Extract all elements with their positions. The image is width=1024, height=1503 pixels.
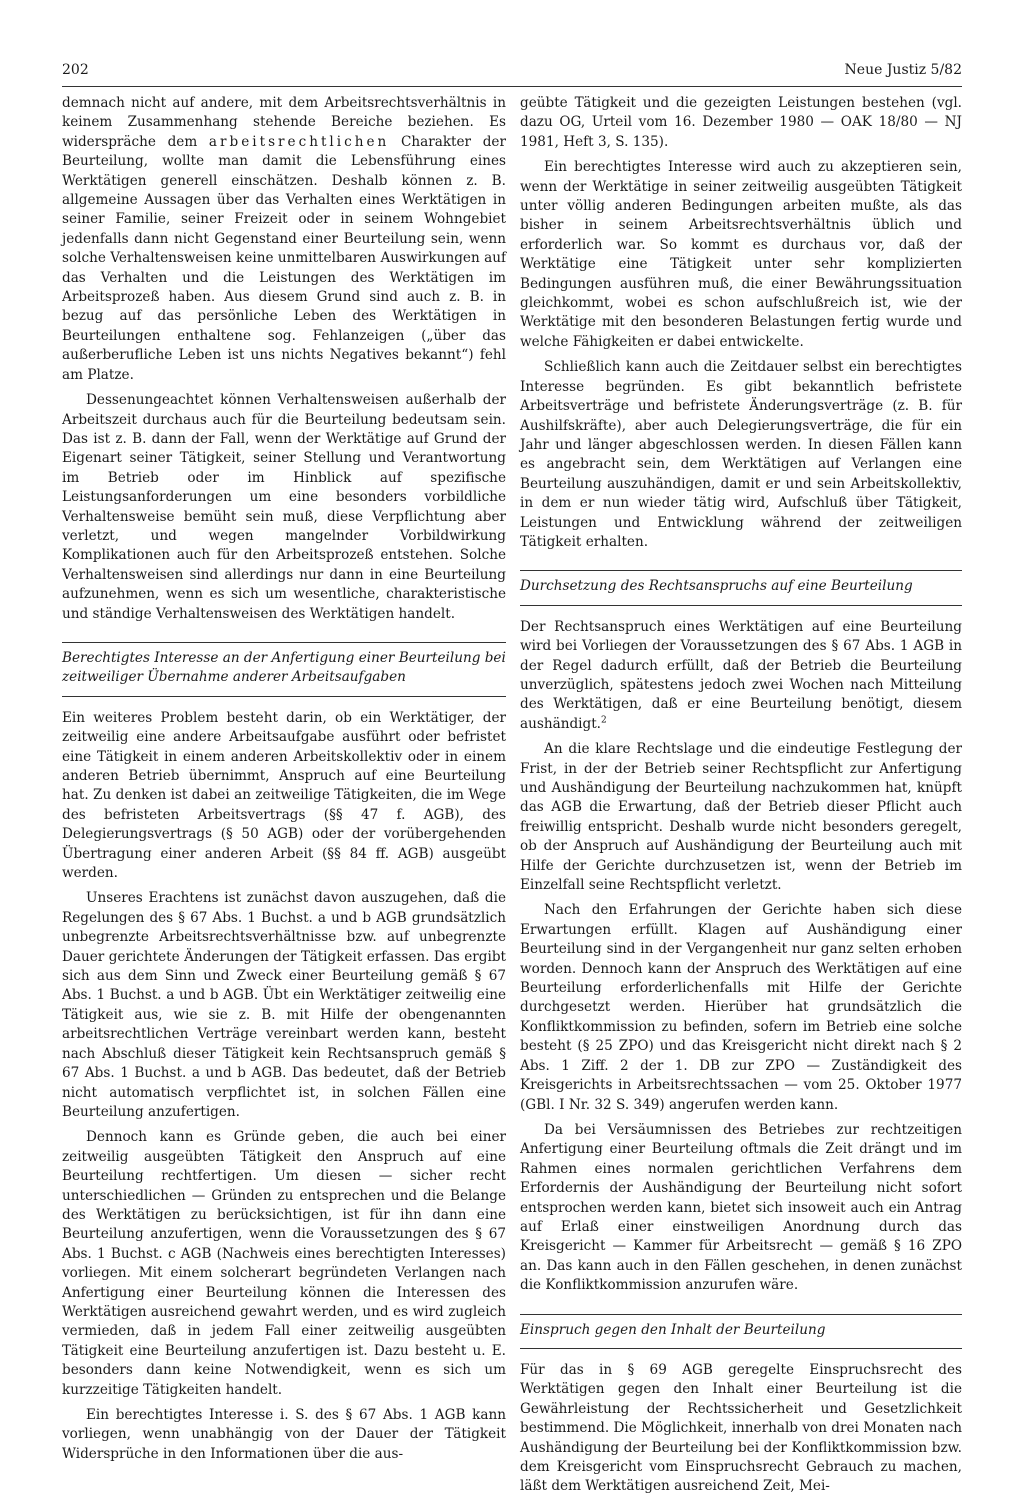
footnote-marker[interactable]: 2 — [601, 715, 607, 726]
paragraph: Dennoch kann es Gründe geben, die auch bei einer zeitweilig ausgeübten Tätigkeit den Anspruch auf eine Beurteilung rechtfertigen. Um diesen — sicher recht unterschiedlichen — Gründen zu entsprechen und die Belange des Werktätigen zu berücksichtigen, ist für ihn dann eine Beurteilung anzufertigen, wenn die Voraussetzungen des § 67 Abs. 1 Buchst. c AGB (Nachweis eines berechtigten Interesses) vorliegen. Mit einem solcherart begründeten Verlangen nach Anfertigung einer Beurteilung können die Interessen des Werktätigen ausreichend gewahrt werden, und es wird zugleich vermieden, daß in jedem Fall einer zeitweilig ausgeübten Tätigkeit eine Beurteilung anzufertigen ist. Dazu besteht u. E. besonders dann keine Notwendigkeit, wenn es sich um kurzzeitige Tätigkeiten handelt. — [62, 1129, 506, 1398]
emphasis-spaced: arbeitsrechtlichen — [208, 133, 390, 150]
running-header — [62, 60, 962, 80]
header-rule — [62, 86, 962, 87]
paragraph: Ein berechtigtes Interesse wird auch zu akzeptieren sein, wenn der Werktätige in seiner zeitweilig ausgeübten Tätigkeit unter völlig anderen Bedingungen arbeiten mußte, als das bisher in seinem Arbeitsrechtsverhältnis üblich und erforderlich war. So kommt es durchaus vor, daß der Werktätige eine Tätigkeit unter sehr komplizierten Bedingungen ausführen muß, die einer Bewährungssituation gleichkommt, wobei es schon aufschlußreich ist, wie der Werktätige mit den besonderen Belastungen fertig wurde und welche Fähigkeiten er dabei entwickelte. — [520, 159, 962, 350]
paragraph: Unseres Erachtens ist zunächst davon auszugehen, daß die Regelungen des § 67 Abs. 1 Buchst. a und b AGB grundsätzlich unbegrenzte Arbeitsrechtsverhältnisse bzw. auf unbegrenzte Dauer gerichtete Änderungen der Tätigkeit erfassen. Das ergibt sich aus dem Sinn und Zweck einer Beurteilung gemäß § 67 Abs. 1 Buchst. a und b AGB. Übt ein Werktätiger zeitweilig eine Tätigkeit aus, wie sie z. B. mit Hilfe der obengenannten arbeitsrechtlichen Verträge vereinbart werden kann, besteht nach Abschluß dieser Tätigkeit kein Rechtsanspruch gemäß § 67 Abs. 1 Buchst. a und b AGB. Das bedeutet, daß der Betrieb nicht automatisch verpflichtet ist, in solchen Fällen eine Beurteilung anzufertigen. — [62, 890, 506, 1120]
paragraph: geübte Tätigkeit und die gezeigten Leistungen bestehen (vgl. dazu OG, Urteil vom 16. Dezember 1980 — OAK 18/80 — NJ 1981, Heft 3, S. 135). — [520, 95, 962, 150]
journal-issue: Neue Justiz 5/82 — [844, 62, 962, 78]
paragraph: Schließlich kann auch die Zeitdauer selbst ein berechtigtes Interesse begründen. Es gibt bekanntlich befristete Arbeitsverträge und befristete Änderungsverträge (z. B. für Aushilfskräfte), aber auch Delegierungsverträge, die für ein Jahr und länger abgeschlossen werden. In diesen Fällen kann es angebracht sein, dem Werktätigen auf Verlangen eine Beurteilung auszuhändigen, damit er und sein Arbeitskollektiv, in dem er nun wieder tätig wird, Aufschluß über Tätigkeit, Leistungen und Entwicklung während der zeitweiligen Tätigkeit erhalten. — [520, 359, 962, 550]
paragraph: Der Rechtsanspruch eines Werktätigen auf eine Beurteilung wird bei Vorliegen der Voraussetzungen des § 67 Abs. 1 AGB in der Regel dadurch erfüllt, daß der Betrieb die Beurteilung unverzüglich, spätestens jedoch zwei Wochen nach Mitteilung des Werktätigen, daß er eine Beurteilung benötigt, diesem aushändigt.$^2$ — [520, 618, 962, 732]
paragraph: Da bei Versäumnissen des Betriebes zur rechtzeitigen Anfertigung einer Beurteilung oftmals die Zeit drängt und im Rahmen eines normalen gerichtlichen Verfahrens dem Erfordernis der Aushändigung der Beurteilung nicht sofort entsprochen werden kann, bietet sich insoweit auch ein Antrag auf Erlaß einer einstweiligen Anordnung durch das Kreisgericht — Kammer für Arbeitsrecht — gemäß § 16 ZPO an. Das kann auch in den Fällen geschehen, in denen zunächst die Konfliktkommission anzurufen wäre. — [520, 1121, 962, 1294]
section-heading: Durchsetzung des Rechtsanspruchs auf eine Beurteilung — [520, 570, 962, 605]
page-number: 202 — [62, 62, 89, 78]
section-heading: Einspruch gegen den Inhalt der Beurteilung — [520, 1314, 962, 1349]
paragraph: Ein weiteres Problem besteht darin, ob ein Werktätiger, der zeitweilig eine andere Arbeitsaufgabe ausführt oder befristet eine Tätigkeit in einem anderen Arbeitskollektiv oder in einem anderen Betrieb übernimmt, Anspruch auf eine Beurteilung hat. Zu denken ist dabei an zeitweilige Tätigkeiten, die im Wege des befristeten Arbeitsvertrags (§§ 47 f. AGB), des Delegierungsvertrags (§ 50 AGB) oder der vorübergehenden Übertragung einer anderen Arbeit (§§ 84 ff. AGB) ausgeübt werden. — [62, 709, 506, 882]
paragraph: Dessenungeachtet können Verhaltensweisen außerhalb der Arbeitszeit durchaus auch für die Beurteilung bedeutsam sein. Das ist z. B. dann der Fall, wenn der Werktätige auf Grund der Eigenart seiner Tätigkeit, seiner Stellung und Verantwortung im Betrieb oder im Hinblick auf spezifische Leistungsanforderungen um eine besonders vorbildliche Verhaltensweise bemüht sein muß, diese Verpflichtung aber verletzt, und wegen mangelnder Vorbildwirkung Komplikationen auch für den Arbeitsprozeß entstehen. Solche Verhaltensweisen sind allerdings nur dann in eine Beurteilung aufzunehmen, wenn es sich um wesentliche, charakteristische und ständige Verhaltensweisen des Werktätigen handelt. — [62, 392, 506, 622]
paragraph: demnach nicht auf andere, mit dem Arbeitsrechtsverhältnis in keinem Zusammenhang stehende Bereiche beziehen. Es widerspräche dem arbeitsrechtlichen Charakter der Beurteilung, wollte man damit die Lebensführung eines Werktätigen generell einschätzen. Deshalb können z. B. allgemeine Aussagen über das Verhalten eines Werktätigen in seiner Familie, seiner Freizeit oder in seinem Wohngebiet jedenfalls dann nicht Gegenstand einer Beurteilung sein, wenn solche Verhaltensweisen keine unmittelbaren Auswirkungen auf das Verhalten und die Leistungen des Werktätigen im Arbeitsprozeß haben. Aus diesem Grund sind auch z. B. in bezug auf das persönliche Leben des Werktätigen in Beurteilungen enthaltene sog. Fehlanzeigen („über das außerberufliche Leben ist uns nichts Negatives bekannt“) fehl am Platze. — [62, 95, 506, 383]
paragraph: Nach den Erfahrungen der Gerichte haben sich diese Erwartungen erfüllt. Klagen auf Aushändigung einer Beurteilung sind in der Vergangenheit nur ganz selten erhoben worden. Dennoch kann der Anspruch des Werktätigen auf eine Beurteilung erforderlichenfalls mit Hilfe der Gerichte durchgesetzt werden. Hierüber hat grundsätzlich die Konfliktkommission zu befinden, sofern im Betrieb eine solche besteht (§ 25 ZPO) und das Kreisgericht nicht direkt nach § 2 Abs. 1 Ziff. 2 der 1. DB zur ZPO — Zuständigkeit des Kreisgerichts in Arbeitsrechtssachen — vom 25. Oktober 1977 (GBl. I Nr. 32 S. 349) angerufen werden kann. — [520, 902, 962, 1113]
paragraph: An die klare Rechtslage und die eindeutige Festlegung der Frist, in der der Betrieb seiner Rechtspflicht zur Anfertigung und Aushändigung der Beurteilung nachzukommen hat, knüpft das AGB die Erwartung, daß der Betrieb dieser Pflicht auch freiwillig entspricht. Deshalb wurde nicht besonders geregelt, ob der Anspruch auf Aushändigung der Beurteilung auch mit Hilfe der Gerichte durchzusetzen ist, wenn der Betrieb im Einzelfall seine Rechtspflicht verletzt. — [520, 741, 962, 894]
paragraph: Für das in § 69 AGB geregelte Einspruchsrecht des Werktätigen gegen den Inhalt einer Beurteilung ist die Gewährleistung der Rechtssicherheit und Gesetzlichkeit bestimmend. Die Möglichkeit, innerhalb von drei Monaten nach Aushändigung der Beurteilung bei der Konfliktkommission bzw. dem Kreisgericht vom Einspruchsrecht Gebrauch zu machen, läßt dem Werktätigen ausreichend Zeit, Mei- — [520, 1361, 962, 1495]
paragraph: Ein berechtigtes Interesse i. S. des § 67 Abs. 1 AGB kann vorliegen, wenn unabhängig von der Dauer der Tätigkeit Widersprüche in den Informationen über die aus- — [62, 1407, 506, 1462]
left-column — [62, 94, 506, 1470]
right-column — [520, 94, 962, 1503]
section-heading: Berechtigtes Interesse an der Anfertigung einer Beurteilung bei zeitweiliger Übernahme anderer Arbeitsaufgaben — [62, 642, 506, 697]
